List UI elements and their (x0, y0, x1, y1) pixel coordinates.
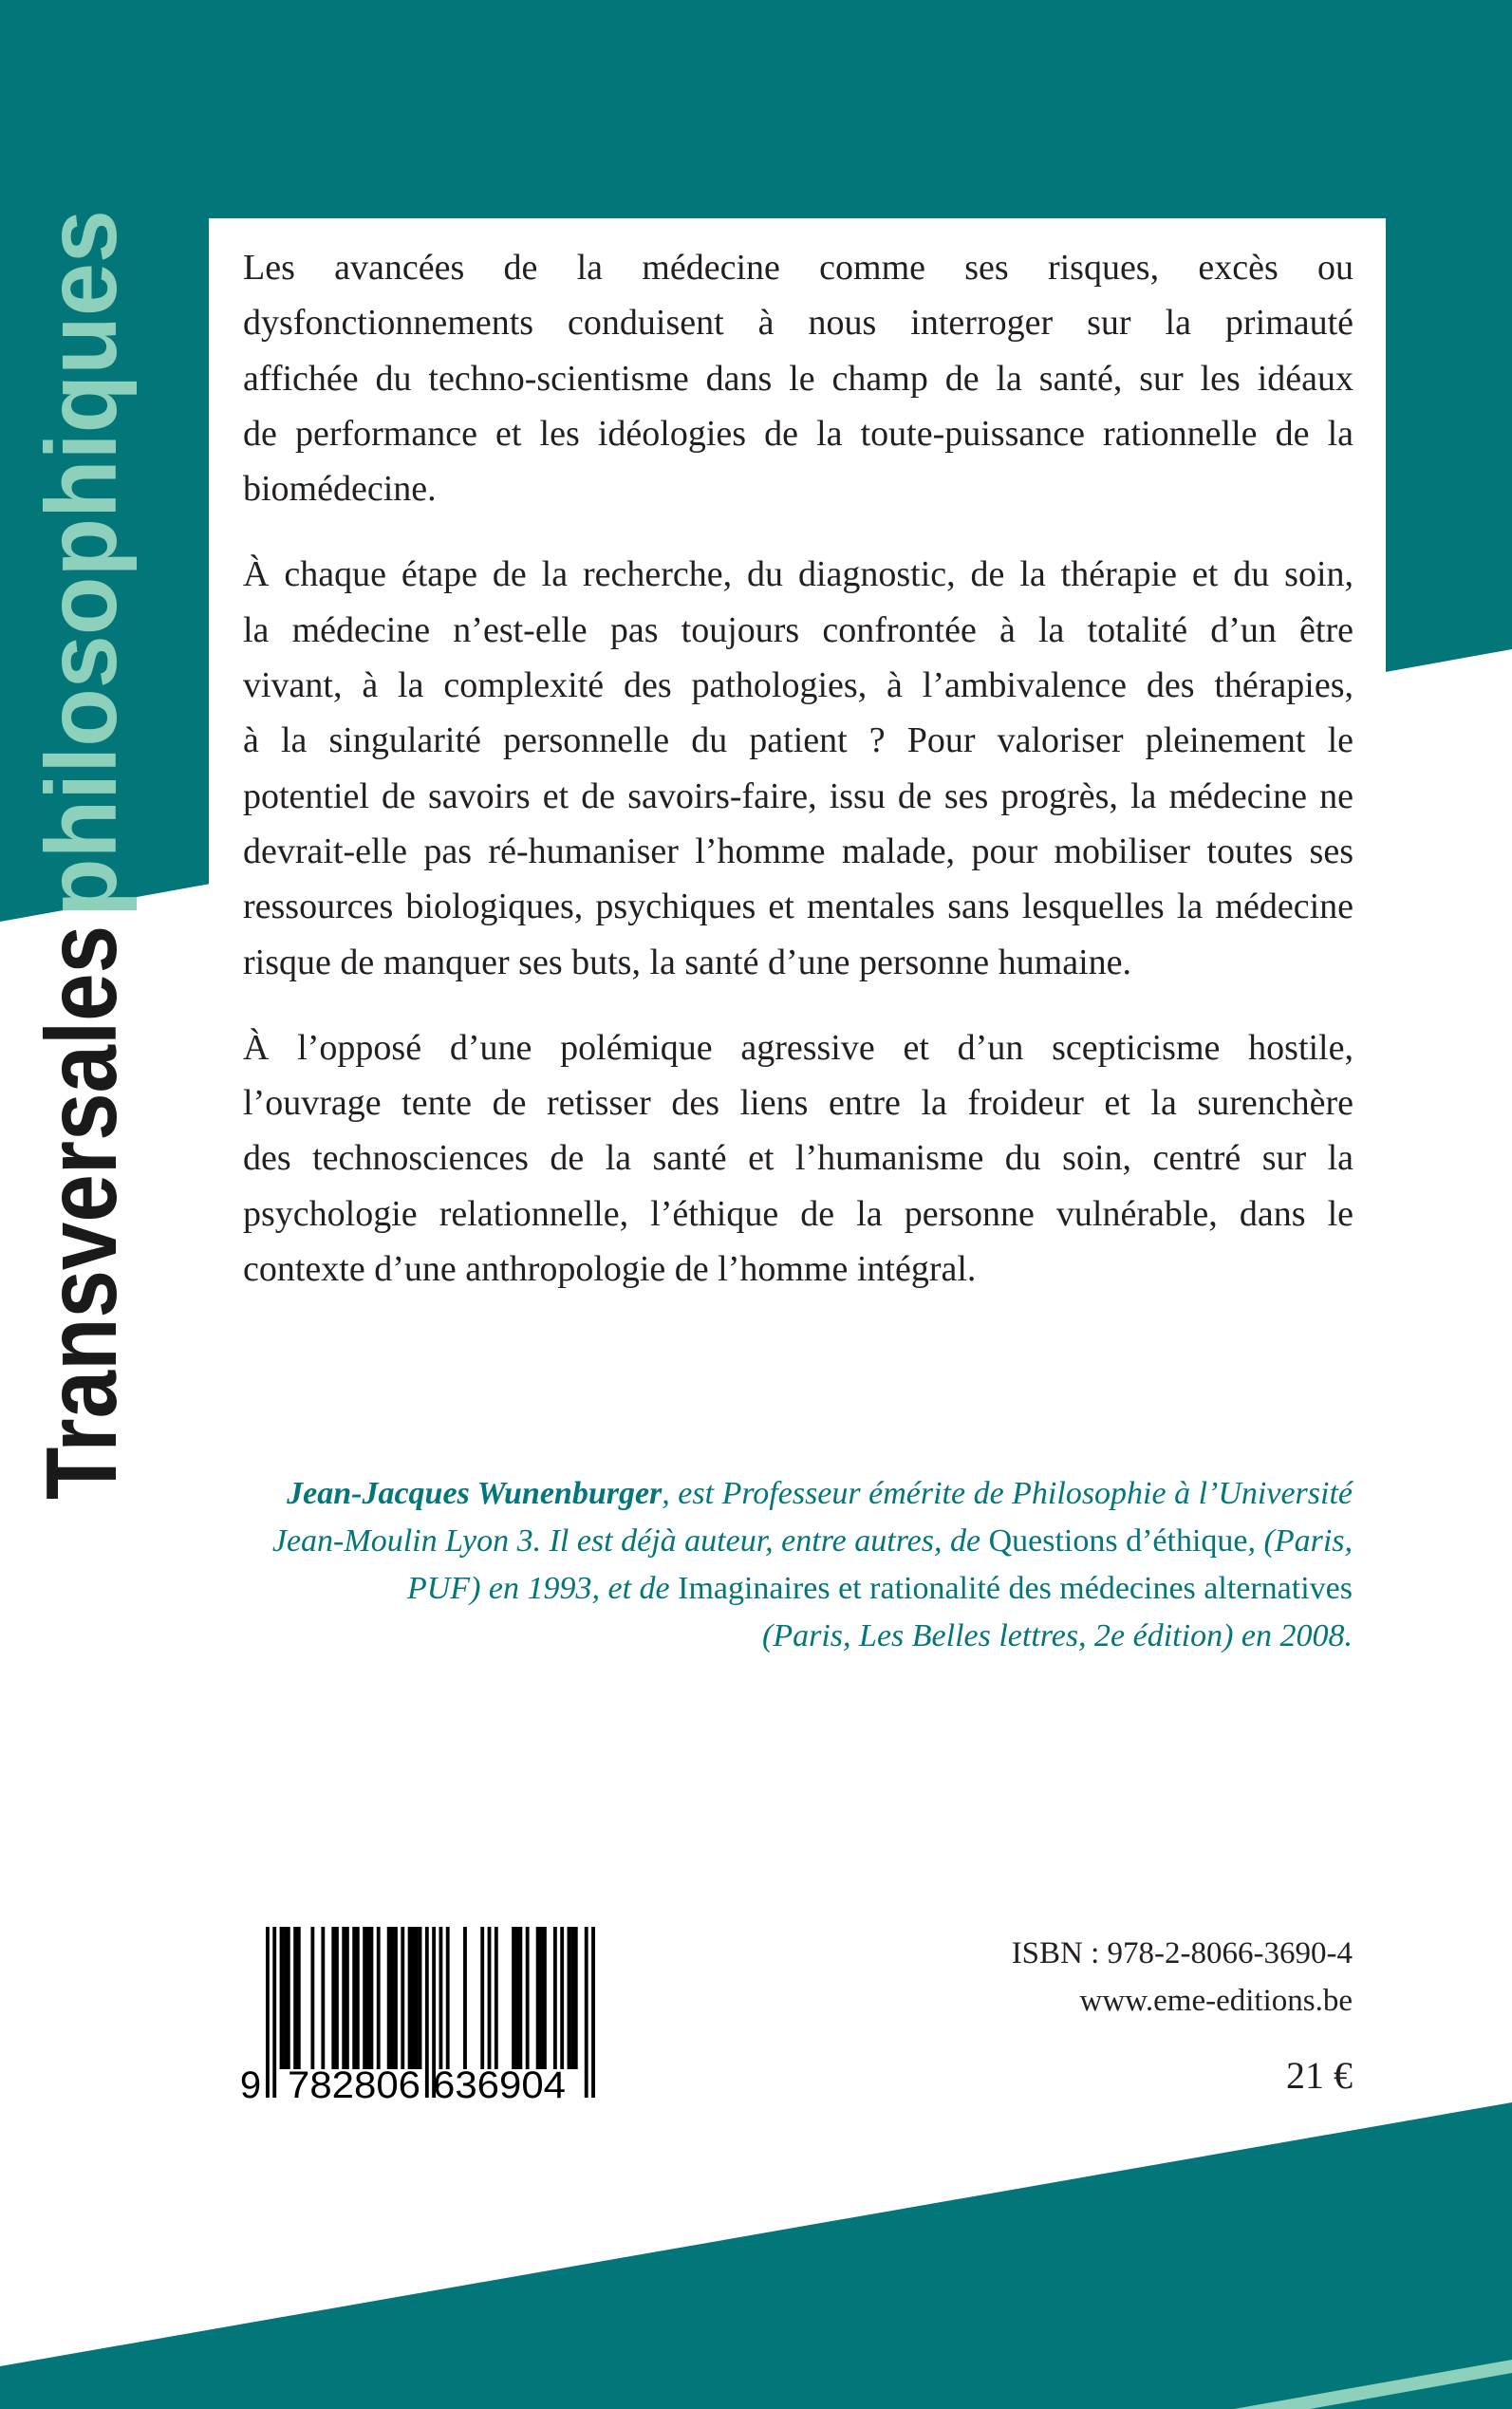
barcode-bar (366, 1927, 370, 2069)
barcode-bar (415, 1927, 419, 2069)
barcode-bar (480, 1927, 484, 2069)
barcode-bar (352, 1927, 356, 2069)
barcode-bar (356, 1927, 360, 2069)
bio-text: (Paris, Les Belles lettres, 2e édition) en 2008. (762, 1618, 1353, 1653)
barcode-bar (321, 1927, 325, 2069)
barcode-bar (331, 1927, 335, 2069)
barcode-bar (370, 1927, 374, 2069)
barcode-bar (574, 1927, 578, 2069)
barcode-left-digits: 782806 (288, 2064, 420, 2106)
author-name: Jean-Jacques Wunenburger (287, 1476, 663, 1511)
barcode-bar (439, 1927, 443, 2069)
blurb-line: vivant, à la complexité des pathologies, à l’ambivalence des thérapies, (243, 665, 1353, 706)
book-title: Questions d’éthique (988, 1523, 1248, 1559)
blurb-line: ressources biologiques, psychiques et mentales sans lesquelles la médecine (243, 887, 1353, 927)
barcode-bar (387, 1927, 391, 2069)
barcode-bar (293, 1927, 297, 2069)
isbn-barcode (237, 1927, 617, 2107)
bottom-teal-band (0, 2102, 1512, 2409)
blurb-line: potentiel de savoirs et de savoirs-faire, issu de ses progrès, la médecine ne (243, 775, 1353, 816)
barcode-bar (280, 1927, 284, 2069)
barcode-bar (394, 1927, 398, 2069)
blurb-line: psychologie relationnelle, l’éthique de la personne vulnérable, dans le (243, 1193, 1353, 1234)
barcode-bar (283, 1927, 287, 2069)
blurb-line: à la singularité personnelle du patient ? Pour valoriser pleinement le (243, 720, 1353, 761)
barcode-bar (401, 1927, 404, 2069)
barcode-bar (266, 1927, 270, 2098)
barcode-bar (585, 1927, 588, 2098)
blurb-line: contexte d’une anthropologie de l’homme intégral. (243, 1249, 977, 1290)
blurb (243, 240, 1353, 1327)
barcode-bar (272, 1927, 276, 2098)
blurb-paragraph (243, 1020, 1353, 1297)
book-title: Imaginaires et rationalité des médecines alternatives (678, 1571, 1353, 1606)
barcode-bar (377, 1927, 381, 2069)
bio-text: Jean-Moulin Lyon 3. Il est déjà auteur, entre autres, de (271, 1523, 989, 1559)
blurb-paragraph (243, 240, 1353, 516)
blurb-line: À chaque étape de la recherche, du diagnostic, de la thérapie et du soin, (243, 554, 1353, 595)
bio-text: , est Professeur émérite de Philosophie à l’Université (662, 1476, 1353, 1511)
barcode-bar (512, 1927, 515, 2069)
blurb-paragraph (243, 547, 1353, 989)
barcode-bar (560, 1927, 564, 2069)
barcode-bar (536, 1927, 540, 2069)
series-title (0, 0, 190, 1614)
barcode-bar (526, 1927, 530, 2069)
price: 21 € (1286, 2054, 1353, 2097)
isbn-label: ISBN : 978-2-8066-3690-4 (1011, 1936, 1353, 1970)
blurb-line: des technosciences de la santé et l’humanisme du soin, centré sur la (243, 1138, 1353, 1179)
barcode-bar (408, 1927, 412, 2069)
barcode-right-digits: 636904 (433, 2064, 566, 2106)
barcode-bar (411, 1927, 415, 2069)
barcode-bar (390, 1927, 394, 2069)
blurb-line: de performance et les idéologies de la toute-puissance rationnelle de la (243, 413, 1353, 454)
series-word-transversales: Transversales (26, 828, 138, 1500)
blurb-line: Les avancées de la médecine comme ses risques, excès ou (243, 248, 1353, 288)
barcode-bar (297, 1927, 301, 2069)
barcode-bar (310, 1927, 314, 2069)
barcode-bar (287, 1927, 290, 2069)
blurb-line: biomédecine. (243, 469, 437, 510)
website-link[interactable]: www.eme-editions.be (1079, 1984, 1353, 2018)
blurb-line: dysfonctionnements conduisent à nous interroger sur la primauté (243, 303, 1353, 344)
barcode-bar (342, 1927, 345, 2069)
barcode-bar (518, 1927, 522, 2069)
barcode-bar (425, 1927, 429, 2098)
bio-text: , (Paris, (1247, 1523, 1353, 1559)
barcode-bar (446, 1927, 450, 2069)
barcode-bar (570, 1927, 574, 2069)
barcode-bar (345, 1927, 349, 2069)
blurb-line: la médecine n’est-elle pas toujours confrontée à la totalité d’un être (243, 609, 1353, 650)
bio-text: PUF) en 1993, et de (406, 1571, 679, 1606)
barcode-bar (495, 1927, 498, 2069)
barcode-bar (568, 1927, 571, 2069)
barcode-bar (543, 1927, 547, 2069)
blurb-line: devrait-elle pas ré-humaniser l’homme malade, pour mobiliser toutes ses (243, 831, 1353, 871)
blurb-line: affichée du techno-scientisme dans le champ de la santé, sur les idéaux (243, 358, 1353, 399)
barcode-bar (419, 1927, 422, 2069)
blurb-line: risque de manquer ses buts, la santé d’une personne humaine. (243, 942, 1132, 982)
author-bio (214, 1470, 1353, 1660)
barcode-bar (463, 1927, 467, 2069)
barcode-bar (553, 1927, 557, 2069)
barcode-bar (363, 1927, 366, 2069)
barcode-bar (488, 1927, 492, 2069)
barcode-first-digit: 9 (239, 2064, 262, 2106)
blurb-line: l’ouvrage tente de retisser des liens entre la froideur et la surenchère (243, 1083, 1353, 1124)
barcode-bar (539, 1927, 543, 2069)
barcode-bar (515, 1927, 519, 2069)
barcode-bar (335, 1927, 339, 2069)
series-word-philosophiques: philosophiques (26, 173, 138, 917)
barcode-bar (591, 1927, 595, 2098)
blurb-line: À l’opposé d’une polémique agressive et d’un scepticisme hostile, (243, 1027, 1353, 1068)
